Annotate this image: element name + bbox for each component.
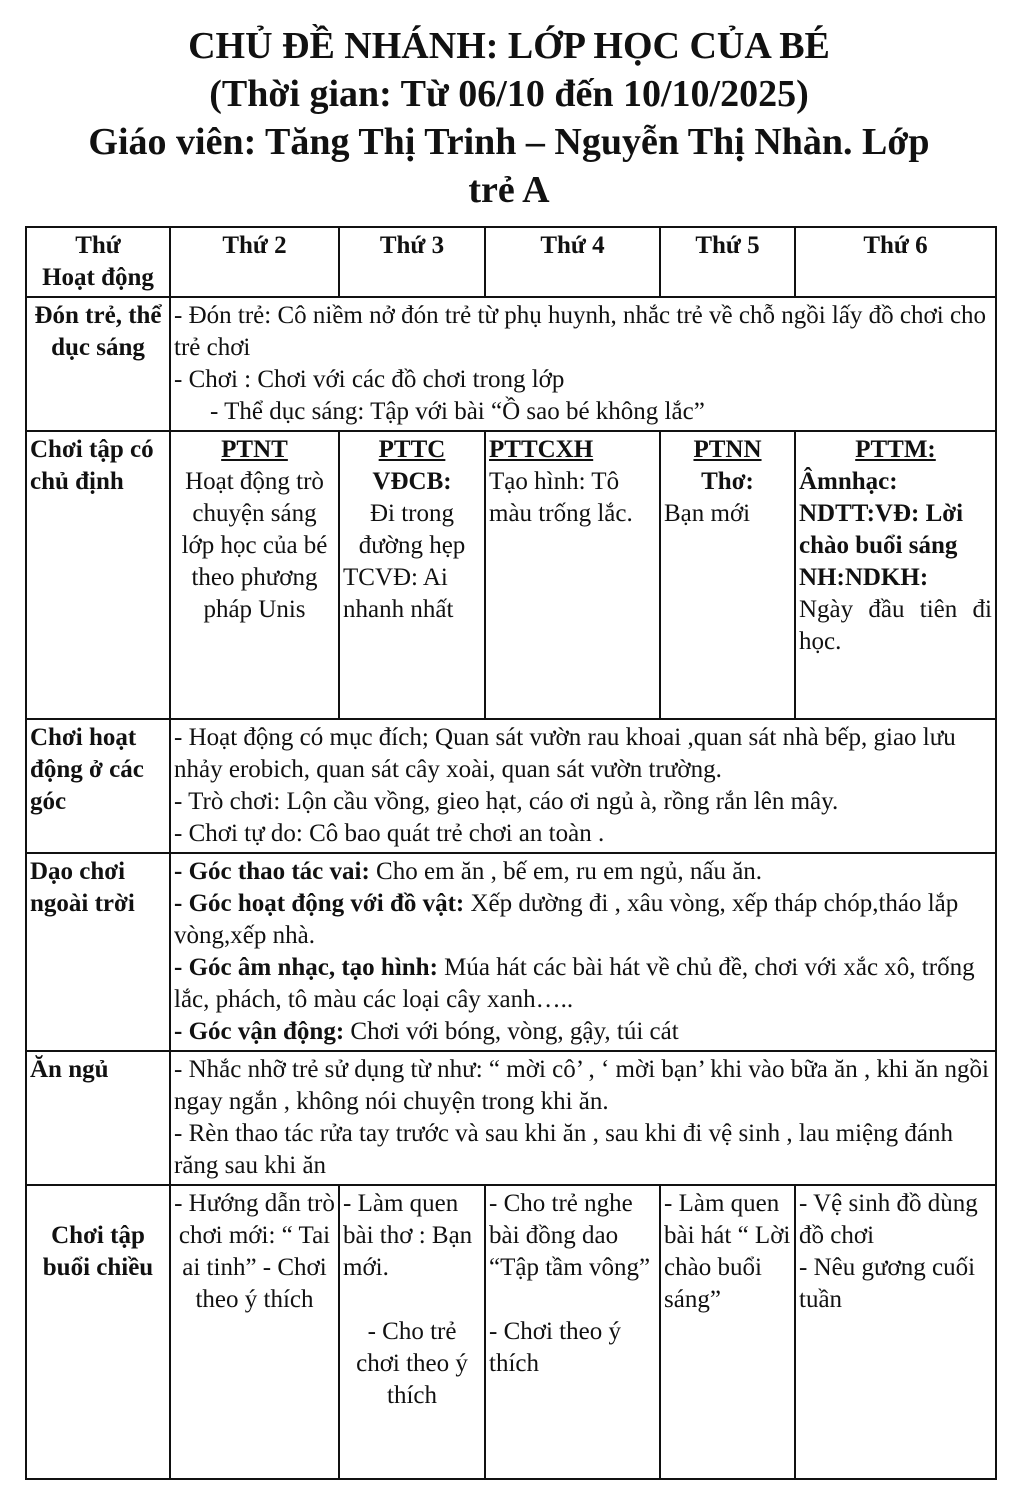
- chieu-fri: [795, 1185, 996, 1479]
- choi-tap-mon: [170, 431, 339, 719]
- corner-label-activity: Hoạt động: [42, 264, 154, 291]
- dao-choi-g1-text: Cho em ăn , bế em, ru em ngủ, nấu ăn.: [369, 858, 763, 885]
- row-label-an-ngu: Ăn ngủ: [26, 1051, 170, 1185]
- chieu-thu: - Làm quen bài hát “ Lời chào buổi sáng”: [660, 1185, 795, 1479]
- choi-tap-thu: [660, 431, 795, 719]
- choi-tap-tue-tail: TCVĐ: Ai nhanh nhất: [343, 564, 454, 623]
- dao-choi-g3-text: Múa hát các bài hát về chủ đề, chơi với xắc xô, trống lắc, phách, tô màu các loại cây xanh…..: [174, 954, 975, 1013]
- choi-hoat-dong-content: [170, 719, 996, 853]
- choi-tap-fri-b1: Âmnhạc:: [799, 468, 898, 495]
- choi-tap-wed-body: Tạo hình: Tô màu trống lắc.: [489, 468, 633, 527]
- choi-tap-fri-b2: NDTT:VĐ: Lời chào buổi sáng: [799, 500, 964, 559]
- schedule-table: [25, 226, 997, 1480]
- choi-tap-wed-head: PTTCXH: [489, 436, 594, 463]
- don-tre-line-2: - Chơi : Chơi với các đồ chơi trong lớp: [174, 366, 565, 393]
- don-tre-line-3: - Thể dục sáng: Tập với bài “Ồ sao bé không lắc”: [210, 398, 705, 425]
- table-row: [26, 853, 996, 1051]
- day-header-wed: Thứ 4: [485, 227, 660, 297]
- dao-choi-g2-text: Xếp dường đi , xâu vòng, xếp tháp chóp,tháo lắp vòng,xếp nhà.: [174, 890, 959, 949]
- table-row: [26, 1185, 996, 1479]
- choi-tap-thu-sub: Thơ:: [701, 468, 754, 495]
- table-header-row: [26, 227, 996, 297]
- row-label-don-tre: Đón trẻ, thể dục sáng: [26, 297, 170, 431]
- chieu-mon: - Hướng dẫn trò chơi mới: “ Tai ai tinh” - Chơi theo ý thích: [170, 1185, 339, 1479]
- choi-tap-thu-body: Bạn mới: [664, 500, 751, 527]
- dao-choi-g4-text: Chơi với bóng, vòng, gậy, túi cát: [344, 1018, 679, 1045]
- choi-tap-tue-head: PTTC: [378, 436, 446, 463]
- dao-choi-line-2: [174, 888, 992, 952]
- choi-tap-fri-b3: NH:NDKH:: [799, 564, 929, 591]
- chieu-wed-a: - Cho trẻ nghe bài đồng dao “Tập tầm vông”: [489, 1190, 651, 1281]
- choi-tap-thu-head: PTNN: [693, 436, 762, 463]
- chieu-fri-b: - Nêu gương cuối tuần: [799, 1254, 976, 1313]
- row-label-chieu: Chơi tập buổi chiều: [26, 1185, 170, 1479]
- chieu-tue: [339, 1185, 485, 1479]
- choi-tap-mon-body: Hoạt động trò chuyện sáng lớp học của bé theo phương pháp Unis: [181, 468, 328, 623]
- chieu-tue-b: - Cho trẻ chơi theo ý thích: [356, 1318, 468, 1409]
- dao-choi-g4-label: - Góc vận động:: [174, 1018, 345, 1045]
- dao-choi-g1-label: - Góc thao tác vai:: [174, 858, 370, 885]
- chieu-wed: [485, 1185, 660, 1479]
- corner-label-day: Thứ: [75, 232, 121, 259]
- table-row: [26, 297, 996, 431]
- choi-hoat-dong-line-2: - Trò chơi: Lộn cầu vồng, gieo hạt, cáo ơi ngủ à, rồng rắn lên mây.: [174, 788, 839, 815]
- choi-tap-tue-body: Đi trong đường hẹp: [358, 500, 466, 559]
- choi-tap-fri: [795, 431, 996, 719]
- day-header-thu: Thứ 5: [660, 227, 795, 297]
- row-label-choi-hoat-dong: Chơi hoạt động ở các góc: [26, 719, 170, 853]
- choi-tap-tue: [339, 431, 485, 719]
- choi-tap-mon-head: PTNT: [221, 436, 288, 463]
- choi-hoat-dong-line-1: - Hoạt động có mục đích; Quan sát vườn rau khoai ,quan sát nhà bếp, giao lưu nhảy erobich, quan sát cây xoài, quan sát vườn trường.: [174, 724, 956, 783]
- page-header: [0, 22, 1018, 214]
- choi-tap-fri-head: PTTM:: [855, 436, 936, 463]
- header-class: trẻ A: [468, 169, 550, 211]
- corner-cell: [26, 227, 170, 297]
- day-header-mon: Thứ 2: [170, 227, 339, 297]
- dao-choi-line-1: [174, 856, 992, 888]
- header-teachers: Giáo viên: Tăng Thị Trinh – Nguyễn Thị Nhàn. Lớp: [88, 121, 930, 163]
- an-ngu-content: [170, 1051, 996, 1185]
- dao-choi-g3-label: - Góc âm nhạc, tạo hình:: [174, 954, 438, 981]
- table-row: [26, 719, 996, 853]
- chieu-wed-b: - Chơi theo ý thích: [489, 1318, 621, 1377]
- dao-choi-line-3: [174, 952, 992, 1016]
- day-header-tue: Thứ 3: [339, 227, 485, 297]
- row-label-choi-tap: Chơi tập có chủ định: [26, 431, 170, 719]
- don-tre-line-1: - Đón trẻ: Cô niềm nở đón trẻ từ phụ huynh, nhắc trẻ về chỗ ngồi lấy đồ chơi cho trẻ chơi: [174, 302, 987, 361]
- choi-tap-wed: [485, 431, 660, 719]
- dao-choi-content: [170, 853, 996, 1051]
- day-header-fri: Thứ 6: [795, 227, 996, 297]
- choi-hoat-dong-line-3: - Chơi tự do: Cô bao quát trẻ chơi an toàn .: [174, 820, 605, 847]
- an-ngu-line-2: - Rèn thao tác rửa tay trước và sau khi ăn , sau khi đi vệ sinh , lau miệng đánh răng sau khi ăn: [174, 1120, 954, 1179]
- table-row: [26, 1051, 996, 1185]
- dao-choi-line-4: [174, 1016, 992, 1048]
- choi-tap-fri-body: Ngày đầu tiên đi học.: [799, 596, 992, 655]
- chieu-tue-a: - Làm quen bài thơ : Bạn mới.: [343, 1190, 473, 1281]
- row-label-dao-choi: Dạo chơi ngoài trời: [26, 853, 170, 1051]
- an-ngu-line-1: - Nhắc nhỡ trẻ sử dụng từ như: “ mời cô’ , ‘ mời bạn’ khi vào bữa ăn , khi ăn ngồi ngay ngắn , không nói chuyện trong khi ăn.: [174, 1056, 989, 1115]
- don-tre-content: [170, 297, 996, 431]
- chieu-fri-a: - Vệ sinh đồ dùng đồ chơi: [799, 1190, 978, 1249]
- header-time: (Thời gian: Từ 06/10 đến 10/10/2025): [209, 73, 809, 115]
- dao-choi-g2-label: - Góc hoạt động với đồ vật:: [174, 890, 465, 917]
- table-row: [26, 431, 996, 719]
- choi-tap-tue-sub: VĐCB:: [372, 468, 452, 495]
- header-topic: CHỦ ĐỀ NHÁNH: LỚP HỌC CỦA BÉ: [188, 25, 830, 67]
